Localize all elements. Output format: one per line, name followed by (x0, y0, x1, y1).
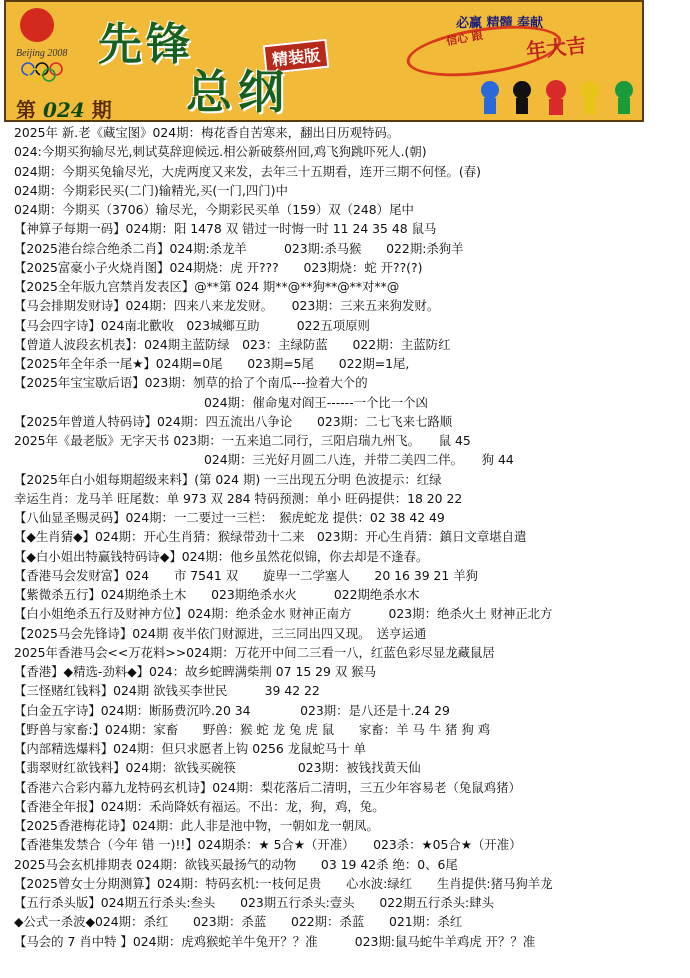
content-list (14, 123, 686, 951)
content-line: 【神算子每期一码】024期：阳 1478 双 错过一时悔一时 11 24 35 48 鼠马 (14, 221, 437, 237)
content-line: 【2025港台综合绝杀二肖】024期:杀龙羊 023期:杀马猴 022期:杀狗羊 (14, 240, 464, 256)
content-line: 【紫微杀五行】024期绝杀土木 023期绝杀水火 022期绝杀水木 (14, 587, 420, 602)
logo-text: Beijing 2008 (16, 48, 68, 59)
content-line: 【香港六合彩内幕九龙特码玄机诗】024期：梨花落后二清明，三五少年容易老（兔鼠鸡猪） (14, 779, 521, 795)
title-sub: 总纲 (186, 65, 290, 119)
content-line: 024期：今期买（3706）输尽光，今期彩民买单（159）双（248）尾中 (14, 202, 414, 217)
ribbon-text: 信心 跟 (445, 28, 484, 49)
greeting: 年大吉 (525, 32, 588, 64)
content-line: 【2025年白小姐每期超级来料】(第 024 期) 一三出现五分明 色波提示：红绿 (14, 471, 442, 487)
issue-suffix: 期 (91, 98, 112, 122)
content-line: 024期：催命鬼对阎王------一个比一个凶 (204, 394, 428, 410)
content-line: 2025马会玄机排期表 024期：欲钱买最扬气的动物 03 19 42杀 绝：0、6尾 (14, 856, 458, 872)
content-line: 024期：三光好月圆二八连，并带二美四二伴。 狗 44 (204, 452, 514, 468)
edition-badge: 精装版 (263, 39, 330, 75)
content-line: 【2025全年版九宫禁肖发表区】@**第 024 期**@**狗**@**对**@ (14, 279, 400, 294)
content-line: 024:今期买狗输尽光,刺试莫辞迎候远.相公新破蔡州回,鸡飞狗跳吓死人.(朝) (14, 144, 427, 160)
content-line: 【野兽与家畜:】024期：家畜 野兽：猴 蛇 龙 兔 虎 鼠 家畜：羊 马 牛 猪 狗 鸡 (14, 721, 491, 737)
content-line: 【马会的 7 肖中特 】024期：虎鸡猴蛇羊牛兔开？？准 023期:鼠马蛇牛羊鸡虎 开？？准 (14, 933, 536, 949)
header-banner (4, 0, 644, 122)
content-line: 【2025年全年杀一尾★】024期=0尾 023期=5尾 022期=1尾, (14, 356, 410, 371)
content-line: 【三怪赌红钱料】024期 欲钱买李世民 39 42 22 (14, 683, 320, 699)
content-line: 【香港马会发财富】024 市 7541 双 旋卑一二学塞人 20 16 39 21 羊狗 (14, 567, 479, 583)
content-line: 【香港全年报】024期：禾尚降妖有福运。不出：龙，狗，鸡，兔。 (14, 798, 385, 814)
content-line: 【2025富豪小子火烧肖图】024期烧：虎 开??? 023期烧：蛇 开??(?) (14, 259, 423, 275)
content-line: 【五行杀头版】024期五行杀头:叁头 023期五行杀头:壹头 022期五行杀头:肆头 (14, 895, 494, 910)
content-line: 【2025年曾道人特码诗】024期：四五流出八争论 023期：二七飞来七路顺 (14, 413, 453, 429)
content-line: 【香港集发禁合（今年 错 一)!!】024期杀：★ 5合★（开准） 023杀：★05合★（开准） (14, 837, 522, 853)
content-line: 【2025曾女士分期测算】024期：特码玄机:一枝何足贵 心水波:绿红 生肖提供:猪马狗羊龙 (14, 875, 553, 891)
content-line: ◆公式一杀波◆024期：杀红 023期：杀蓝 022期：杀蓝 021期：杀红 (14, 914, 463, 930)
issue-prefix: 第 (16, 98, 36, 122)
content-line: 【翡翠财红欲钱料】024期：欲钱买碗筷 023期：被钱找黄天仙 (14, 760, 421, 776)
content-line: 【2025年宝宝歇后语】023期：刎草的拾了个南瓜---捡着大个的 (14, 375, 368, 391)
slogan: 必赢 精髓 奉献 (456, 16, 544, 31)
content-line: 024期：今期买兔输尽光，大虎两度又来发，去年三十五期看，连开三期不何怪。(春) (14, 163, 481, 179)
beijing-2008-logo (14, 8, 84, 88)
content-line: 【白金五字诗】024期：断肠费沉吟.20 34 023期：是八还是十.24 29 (14, 702, 450, 718)
content-line: 【曾道人波段玄机表】：024期主蓝防绿 023：主绿防蓝 022期：主蓝防红 (14, 336, 451, 352)
content-line: 【香港】◆精选-劲料◆】024：故乡蛇睥满柴荆 07 15 29 双 猴马 (14, 664, 376, 679)
content-line: 【◆生肖猜◆】024期：开心生肖猜：猴绿带劲十二来 023期：开心生肖猜：鎮日文章堪自遣 (14, 529, 527, 545)
content-line: 【内部精选爆料】024期：但只求愿者上钩 0256 龙鼠蛇马十 单 (14, 741, 366, 756)
content-line: 2025年《最老版》无字天书 023期：一五来追二同行，三阳启瑞九州飞。 鼠 45 (14, 433, 471, 448)
title-main: 先锋 (98, 19, 194, 70)
issue-label (16, 94, 112, 122)
content-line: 2025年 新.老《藏宝图》024期：梅花香自苦寒来，翻出日历观特码。 (14, 125, 400, 140)
mascots-illustration (476, 78, 644, 118)
olympic-rings-icon (20, 62, 76, 82)
content-line: 024期：今期彩民买(二门)输精光,买(一门,四门)中 (14, 182, 288, 198)
content-line: 【2025马会先锋诗】024期 夜半依门财源进，三三同出四又现。 送亨运通 (14, 625, 427, 641)
issue-number: 024 (42, 98, 85, 122)
content-line: 【马会四字诗】024南北歡收 023城鄉互助 022五项原则 (14, 317, 370, 333)
olympic-seal-icon (20, 8, 54, 42)
content-line: 【2025香港梅花诗】024期：此人非是池中物，一朝如龙一朝凤。 (14, 818, 379, 833)
content-line: 【◆白小姐出特赢钱特码诗◆】024期：他乡虽然花似锦，你去却是不逢春。 (14, 548, 429, 564)
content-line: 【马会排期发财诗】024期：四来八来龙发财。 023期：三来五来狗发财。 (14, 298, 440, 314)
content-line: 2025年香港马会<<万花料>>024期：万花开中间二三看一八，红蓝色彩尽显龙藏鼠居 (14, 644, 495, 660)
content-line: 【白小姐绝杀五行及财神方位】024期：绝杀金水 财神正南方 023期：绝杀火土 财神正北方 (14, 606, 553, 622)
content-line: 幸运生肖：龙马羊 旺尾数：单 973 双 284 特码预测：单小 旺码提供：18 20 22 (14, 490, 463, 506)
content-line: 【八仙显圣赐灵码】024期：一二要过一三栏： 猴虎蛇龙 提供：02 38 42 49 (14, 510, 445, 525)
